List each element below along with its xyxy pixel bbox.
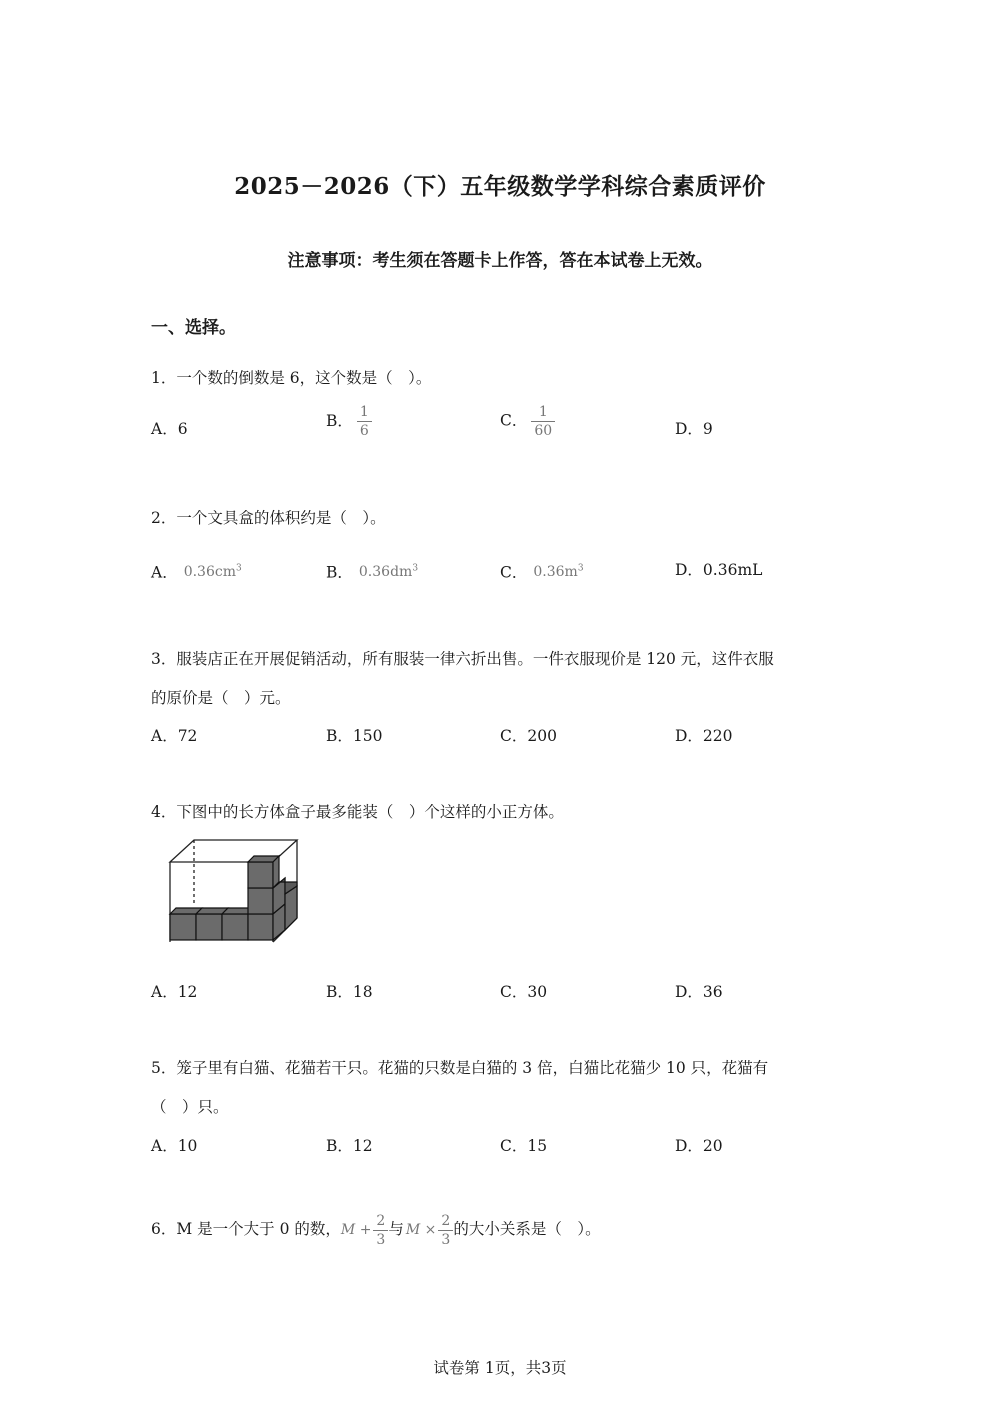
fraction: $\frac{1}{6}$ bbox=[357, 403, 372, 440]
q5-option-c: C．15 bbox=[500, 1137, 548, 1155]
q4-option-d: D．36 bbox=[675, 983, 723, 1001]
fraction: $\frac{2}{3}$ bbox=[373, 1212, 388, 1249]
q3-option-d: D．220 bbox=[675, 727, 733, 745]
q1-option-a: A．6 bbox=[151, 420, 188, 438]
question-6-text: 6．M 是一个大于 0 的数，M + $\frac{2}{3}$ 与 M × $\frac{2}{3}$ 的大小关系是（ ）。 bbox=[151, 1209, 601, 1250]
q4-option-c: C．30 bbox=[500, 983, 548, 1001]
q3-option-b: B．150 bbox=[326, 727, 383, 745]
q1-option-b: B． $\frac{1}{6}$ bbox=[326, 403, 372, 440]
exam-title: 2025－2026（下）五年级数学学科综合素质评价 bbox=[234, 173, 766, 200]
q4-option-b: B．18 bbox=[326, 983, 373, 1001]
question-5-line-2: （ ）只。 bbox=[151, 1098, 229, 1116]
question-5-line-1: 5．笼子里有白猫、花猫若干只。花猫的只数是白猫的 3 倍，白猫比花猫少 10 只，花猫有 bbox=[151, 1059, 769, 1077]
q5-option-b: B．12 bbox=[326, 1137, 373, 1155]
exam-notice: 注意事项：考生须在答题卡上作答，答在本试卷上无效。 bbox=[287, 251, 713, 271]
q2-option-d: D．0.36mL bbox=[675, 561, 763, 579]
q5-option-d: D．20 bbox=[675, 1137, 723, 1155]
q4-option-a: A．12 bbox=[151, 983, 198, 1001]
question-1-text: 1．一个数的倒数是 6，这个数是（ ）。 bbox=[151, 369, 432, 387]
cube bbox=[248, 914, 273, 940]
math-expression-product: M × bbox=[405, 1222, 437, 1238]
q1-option-c: C． $\frac{1}{60}$ bbox=[500, 403, 555, 440]
q2-option-b: B． $0.36dm^3$ bbox=[326, 563, 419, 582]
question-3-line-2: 的原价是（ ）元。 bbox=[151, 689, 291, 707]
q5-option-a: A．10 bbox=[151, 1137, 198, 1155]
cube bbox=[248, 862, 273, 888]
question-3-line-1: 3．服装店正在开展促销活动，所有服装一律六折出售。一件衣服现价是 120 元，这件衣服 bbox=[151, 650, 774, 668]
cube bbox=[248, 888, 273, 914]
math-expression-sum: M + bbox=[340, 1222, 372, 1238]
cube bbox=[196, 914, 222, 940]
q2-option-a: A． $0.36cm^3$ bbox=[151, 563, 242, 582]
q3-option-c: C．200 bbox=[500, 727, 557, 745]
q2-option-c: C． $0.36m^3$ bbox=[500, 563, 584, 582]
question-4-text: 4．下图中的长方体盒子最多能装（ ）个这样的小正方体。 bbox=[151, 803, 564, 821]
cube bbox=[222, 914, 248, 940]
fraction: $\frac{2}{3}$ bbox=[438, 1212, 453, 1249]
cube bbox=[170, 914, 196, 940]
q3-option-a: A．72 bbox=[151, 727, 198, 745]
q1-option-d: D．9 bbox=[675, 420, 713, 438]
question-2-text: 2．一个文具盒的体积约是（ ）。 bbox=[151, 509, 386, 527]
cuboid-box-figure bbox=[160, 832, 310, 952]
fraction: $\frac{1}{60}$ bbox=[531, 403, 555, 440]
page-footer: 试卷第 1页，共3页 bbox=[433, 1359, 567, 1377]
cube-group bbox=[170, 856, 297, 940]
section-heading-choice: 一、选择。 bbox=[151, 318, 236, 338]
